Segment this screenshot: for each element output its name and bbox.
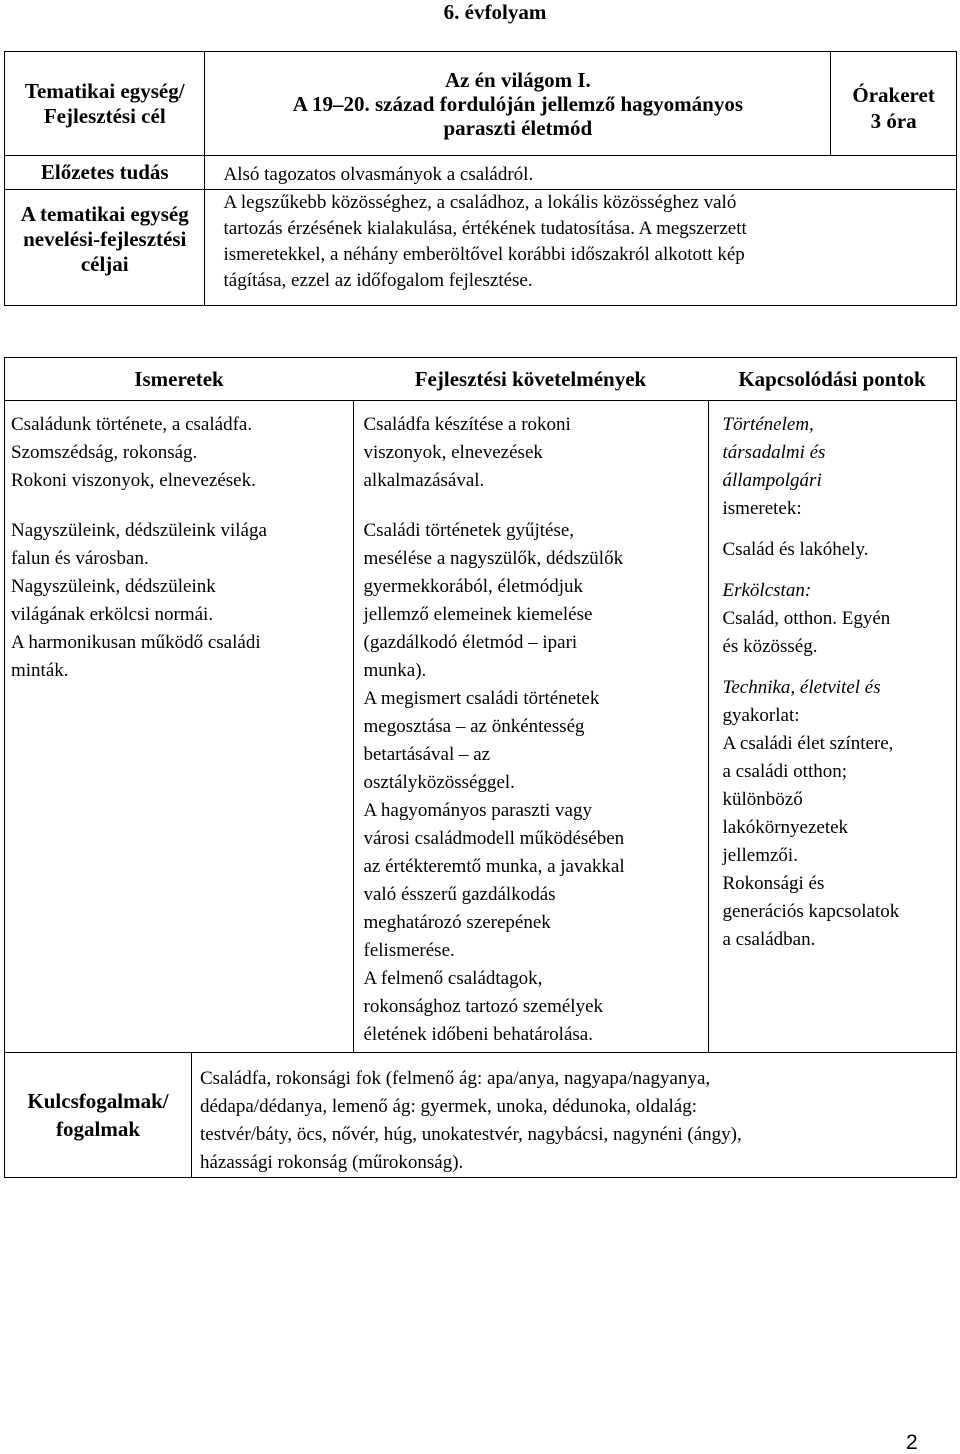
prior-knowledge-label-cell <box>5 156 205 190</box>
tech-text-line: Rokonsági és <box>722 873 825 894</box>
knowledge-line: Nagyszüleink, dédszüleink világa <box>11 520 267 541</box>
requirement-line: gyermekkorából, életmódjuk <box>363 576 583 597</box>
prior-knowledge-cell <box>205 156 957 190</box>
requirement-line: Családi történetek gyűjtése, <box>363 520 575 541</box>
requirement-line: az értékteremtő munka, a javakkal <box>363 856 625 877</box>
key-concepts-line: dédapa/dédanya, lemenő ág: gyermek, unoka, dédunoka, oldalág: <box>200 1096 697 1117</box>
key-concepts-cell <box>192 1053 957 1178</box>
topic-unit-label: Tematikai egység/ Fejlesztési cél <box>24 78 185 128</box>
requirement-line: megosztása – az önkéntesség <box>363 716 585 737</box>
unit-title-cell <box>205 52 831 156</box>
unit-title-line: A 19–20. század fordulóján jellemző hagyományos <box>292 91 744 116</box>
hours-cell <box>831 52 957 156</box>
unit-title-line: paraszti életmód <box>443 115 593 140</box>
requirement-line: életének időbeni behatárolása. <box>363 1024 593 1045</box>
history-text: Család és lakóhely. <box>722 539 869 560</box>
requirement-line: A megismert családi történetek <box>363 688 600 709</box>
key-concepts-line: Családfa, rokonsági fok (felmenő ág: apa/anya, nagyapa/nagyanya, <box>200 1068 711 1089</box>
curriculum-table <box>4 357 957 1178</box>
knowledge-cell <box>5 401 354 1053</box>
goals-cell <box>205 190 957 306</box>
header-knowledge-text: Ismeretek <box>134 366 224 391</box>
history-title-line: Történelem, <box>722 414 814 435</box>
requirement-line: (gazdálkodó életmód – ipari <box>363 632 578 653</box>
requirement-line: rokonsághoz tartozó személyek <box>363 996 604 1017</box>
knowledge-line: Nagyszüleink, dédszüleink <box>11 576 216 597</box>
tech-text-line: a családban. <box>722 929 816 950</box>
ethics-text-line: Család, otthon. Egyén <box>722 608 891 629</box>
topic-unit-label-cell <box>5 52 205 156</box>
knowledge-line: minták. <box>11 660 69 681</box>
requirement-line: betartásával – az <box>363 744 491 765</box>
knowledge-line: A harmonikusan működő családi <box>11 632 261 653</box>
knowledge-line: Rokoni viszonyok, elnevezések. <box>11 470 256 491</box>
tech-text-line: generációs kapcsolatok <box>722 901 900 922</box>
ethics-title: Erkölcstan: <box>722 580 812 601</box>
header-knowledge <box>5 358 354 401</box>
requirement-line: felismerése. <box>363 940 455 961</box>
key-concepts-label-line: Kulcsfogalmak/ <box>27 1089 169 1113</box>
history-title-line: társadalmi és <box>722 442 826 463</box>
tech-text-line: a családi otthon; <box>722 761 848 782</box>
goals-line: A legszűkebb közösséghez, a családhoz, a lokális közösséghez való <box>223 192 737 213</box>
tech-title: Technika, életvitel és <box>722 677 881 698</box>
requirement-line: munka). <box>363 660 427 681</box>
requirements-cell <box>353 401 708 1053</box>
knowledge-line: világának erkölcsi normái. <box>11 604 214 625</box>
goals-label-cell <box>5 190 205 306</box>
links-cell <box>708 401 957 1053</box>
tech-title-tail: gyakorlat: <box>722 705 800 726</box>
key-concepts-label-cell <box>5 1053 192 1178</box>
knowledge-line: Családunk története, a családfa. <box>11 414 253 435</box>
requirement-line: A hagyományos paraszti vagy <box>363 800 592 821</box>
hours-label: Órakeret <box>852 83 935 107</box>
requirement-line: Családfa készítése a rokoni <box>363 414 571 435</box>
goals-label-line: A tematikai egység <box>20 202 189 226</box>
key-concepts-label-line: fogalmak <box>56 1117 140 1141</box>
tech-text-line: jellemzői. <box>722 845 798 866</box>
key-concepts-line: házassági rokonság (műrokonság). <box>200 1152 464 1173</box>
hours-value: 3 óra <box>870 109 917 133</box>
requirement-line: alkalmazásával. <box>363 470 485 491</box>
requirement-line: jellemző elemeinek kiemelése <box>363 604 593 625</box>
requirement-line: osztályközösséggel. <box>363 772 515 793</box>
goals-line: tartozás érzésének kialakulása, értékének tudatosítása. A megszerzett <box>223 218 747 239</box>
knowledge-line: falun és városban. <box>11 548 149 569</box>
ethics-text-line: és közösség. <box>722 636 818 657</box>
requirement-line: meghatározó szerepének <box>363 912 551 933</box>
grade-heading: 6. évfolyam <box>443 0 547 24</box>
tech-text-line: különböző <box>722 789 803 810</box>
goals-label-line: céljai <box>80 252 129 276</box>
requirement-line: való ésszerű gazdálkodás <box>363 884 556 905</box>
history-title-tail: ismeretek: <box>722 498 802 519</box>
requirement-line: mesélése a nagyszülők, dédszülők <box>363 548 624 569</box>
goals-label-line: nevelési-fejlesztési <box>23 227 187 251</box>
header-requirements-text: Fejlesztési követelmények <box>414 366 647 391</box>
unit-title-line: Az én világom I. <box>444 67 591 92</box>
prior-knowledge-text: Alsó tagozatos olvasmányok a családról. <box>223 164 534 185</box>
goals-line: tágítása, ezzel az időfogalom fejlesztése. <box>223 270 533 291</box>
requirement-line: A felmenő családtagok, <box>363 968 543 989</box>
header-links-text: Kapcsolódási pontok <box>738 366 926 391</box>
requirement-line: viszonyok, elnevezések <box>363 442 543 463</box>
key-concepts-line: testvér/báty, öcs, nővér, húg, unokatestvér, nagybácsi, nagynéni (ángy), <box>200 1124 742 1145</box>
prior-knowledge-label: Előzetes tudás <box>40 160 169 184</box>
topic-summary-table <box>4 51 957 306</box>
tech-text-line: lakókörnyezetek <box>722 817 849 838</box>
goals-line: ismeretekkel, a néhány emberöltővel korábbi időszakról alkotott kép <box>223 244 745 265</box>
tech-text-line: A családi élet színtere, <box>722 733 894 754</box>
requirement-line: városi családmodell működésében <box>363 828 625 849</box>
history-title-line: állampolgári <box>722 470 822 491</box>
page-number: 2 <box>906 1431 918 1454</box>
knowledge-line: Szomszédság, rokonság. <box>11 442 198 463</box>
header-requirements <box>353 358 708 401</box>
header-links <box>708 358 957 401</box>
